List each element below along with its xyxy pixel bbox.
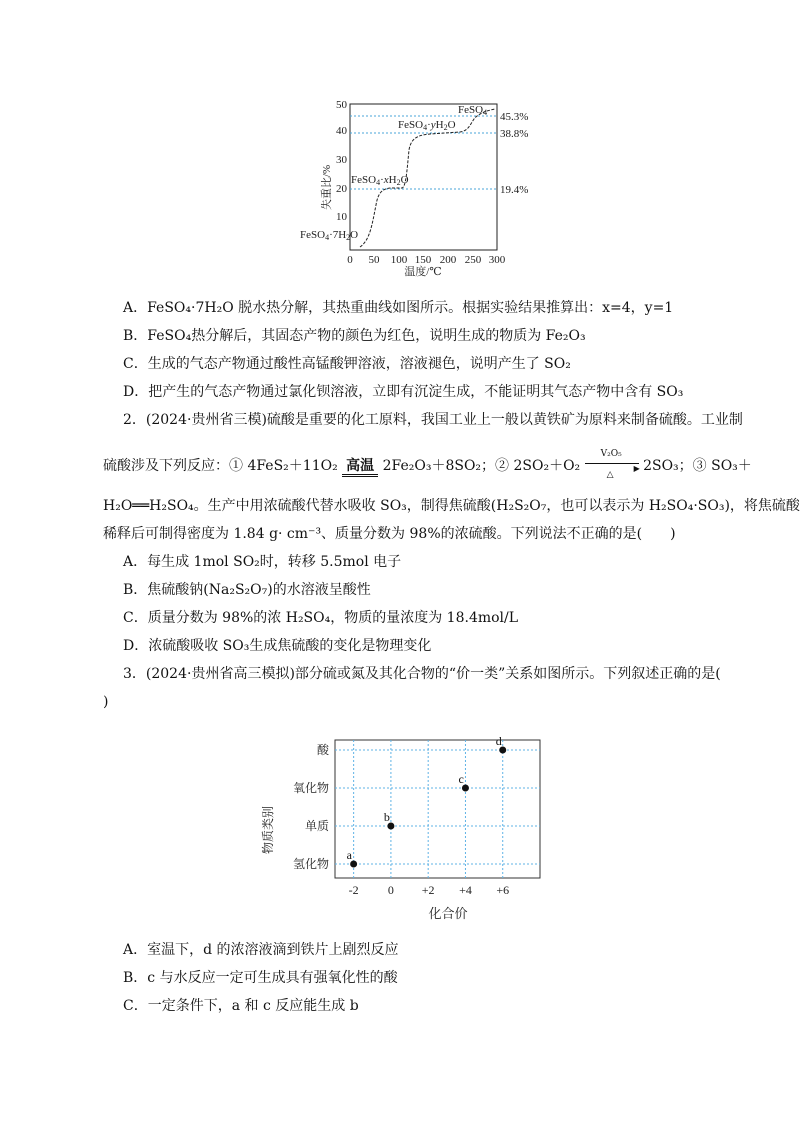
chart-x-tick-label: +4 <box>459 883 472 897</box>
pct-label: 45.3% <box>500 111 529 123</box>
x-tick-label: 300 <box>488 254 506 266</box>
q2-stem-line4: 稀释后可制得密度为 1.84 g· cm⁻³、质量分数为 98%的浓硫酸。下列说法不正确的是( ) <box>103 526 676 542</box>
q3-option-b: B．c 与水反应一定可生成具有强氧化性的酸 <box>123 970 398 986</box>
chart-x-tick-label: -2 <box>348 883 359 897</box>
q2-condition-high-temp: 高温 <box>342 458 378 477</box>
q2-option-a: A．每生成 1mol SO₂时，转移 5.5mol 电子 <box>123 554 402 570</box>
chart-y-category-label: 酸 <box>316 743 329 757</box>
q2-stem-line3: H₂O══H₂SO₄。生产中用浓硫酸代替水吸收 SO₃，制得焦硫酸(H₂S₂O₇，也可以表示为 H₂SO₄·SO₃)，将焦硫酸 <box>103 498 800 514</box>
tga-figure <box>290 95 550 280</box>
q3-stem-line2: ) <box>103 694 109 710</box>
chart-x-tick-label: +2 <box>421 883 435 897</box>
q2-arrow-line <box>585 463 639 464</box>
chart-grid <box>293 740 540 897</box>
species-label-feso4: FeSO4 <box>458 104 488 117</box>
y-tick-label: 10 <box>336 211 347 223</box>
x-tick-label: 150 <box>414 254 432 266</box>
q2-option-d: D．浓硫酸吸收 SO₃生成焦硫酸的变化是物理变化 <box>123 638 432 654</box>
q3-stem-line1: 3．(2024·贵州省高三模拟)部分硫或氮及其化合物的“价一类”关系如图所示。下列叙述正确的是( <box>123 666 721 682</box>
valence-category-chart <box>250 730 550 930</box>
q1-option-a: A．FeSO₄·7H₂O 脱水热分解，其热重曲线如图所示。根据实验结果推算出：x=4，y=1 <box>123 300 674 316</box>
x-tick-label: 100 <box>390 254 408 266</box>
q2-reaction-1b: 2Fe₂O₃＋8SO₂；② 2SO₂＋O₂ <box>382 458 581 474</box>
chart-point-label-b: b <box>383 810 390 824</box>
q1-option-d: D．把产生的气态产物通过氯化钡溶液，立即有沉淀生成，不能证明其气态产物中含有 SO₃ <box>123 384 684 400</box>
chart-x-axis-label: 化合价 <box>428 906 468 921</box>
chart-y-category-label: 单质 <box>304 819 329 833</box>
chart-frame <box>335 740 540 878</box>
x-ticks <box>347 254 506 266</box>
chart-marks <box>347 734 507 868</box>
q2-option-c: C．质量分数为 98%的浓 H₂SO₄，物质的量浓度为 18.4mol/L <box>123 610 519 626</box>
y-tick-label: 20 <box>336 183 347 195</box>
chart-point-label-d: d <box>495 734 502 748</box>
q2-catalyst-label: V₂O₅ <box>600 449 622 459</box>
chart-y-category-label: 氧化物 <box>292 781 329 795</box>
y-tick-label: 40 <box>336 125 347 137</box>
q2-catalyst-arrow <box>585 449 640 480</box>
chart-point-label-c: c <box>458 772 464 786</box>
q3-option-c: C．一定条件下，a 和 c 反应能生成 b <box>123 998 359 1014</box>
chart-y-axis-label: 物质类别 <box>261 805 275 855</box>
q1-option-b: B．FeSO₄热分解后，其固态产物的颜色为红色，说明生成的物质为 Fe₂O₃ <box>123 328 586 344</box>
y-tick-label: 30 <box>336 154 347 166</box>
q2-stem-line2 <box>103 449 752 480</box>
q3-option-a: A．室温下，d 的浓溶液滴到铁片上剧烈反应 <box>123 942 399 958</box>
q2-reaction-2b: 2SO₃；③ SO₃＋ <box>643 458 752 474</box>
species-label-y: FeSO4·yH2O <box>398 119 456 132</box>
chart-x-tick-label: +6 <box>496 883 510 897</box>
y-ticks <box>336 99 348 223</box>
q1-option-c: C．生成的气态产物通过酸性高锰酸钾溶液，溶液褪色，说明产生了 SO₂ <box>123 356 571 372</box>
x-tick-label: 0 <box>347 254 353 266</box>
x-axis-label: 温度/℃ <box>404 266 442 278</box>
chart-point-label-a: a <box>346 848 352 862</box>
q2-stem-line1: 2．(2024·贵州省三模)硫酸是重要的化工原料，我国工业上一般以黄铁矿为原料来制备硫酸。工业制 <box>123 412 743 428</box>
arrow-head-icon: ▶ <box>633 464 640 473</box>
species-label-7: FeSO4·7H2O <box>300 229 359 242</box>
chart-y-category-label: 氢化物 <box>292 857 329 871</box>
y-tick-label: 50 <box>336 99 347 111</box>
x-tick-label: 50 <box>368 254 380 266</box>
y-axis-label: 失重比/% <box>321 164 333 210</box>
chart-x-tick-label: 0 <box>387 883 394 897</box>
q2-heat-label: △ <box>606 470 614 480</box>
species-label-x: FeSO4·xH2O <box>351 174 409 187</box>
x-tick-label: 200 <box>439 254 457 266</box>
x-tick-label: 250 <box>464 254 482 266</box>
pct-label: 38.8% <box>500 128 529 140</box>
q2-reaction-1: 硫酸涉及下列反应：① 4FeS₂＋11O₂ <box>103 458 338 474</box>
pct-label: 19.4% <box>500 184 529 196</box>
q2-option-b: B．焦硫酸钠(Na₂S₂O₇)的水溶液呈酸性 <box>123 582 371 598</box>
